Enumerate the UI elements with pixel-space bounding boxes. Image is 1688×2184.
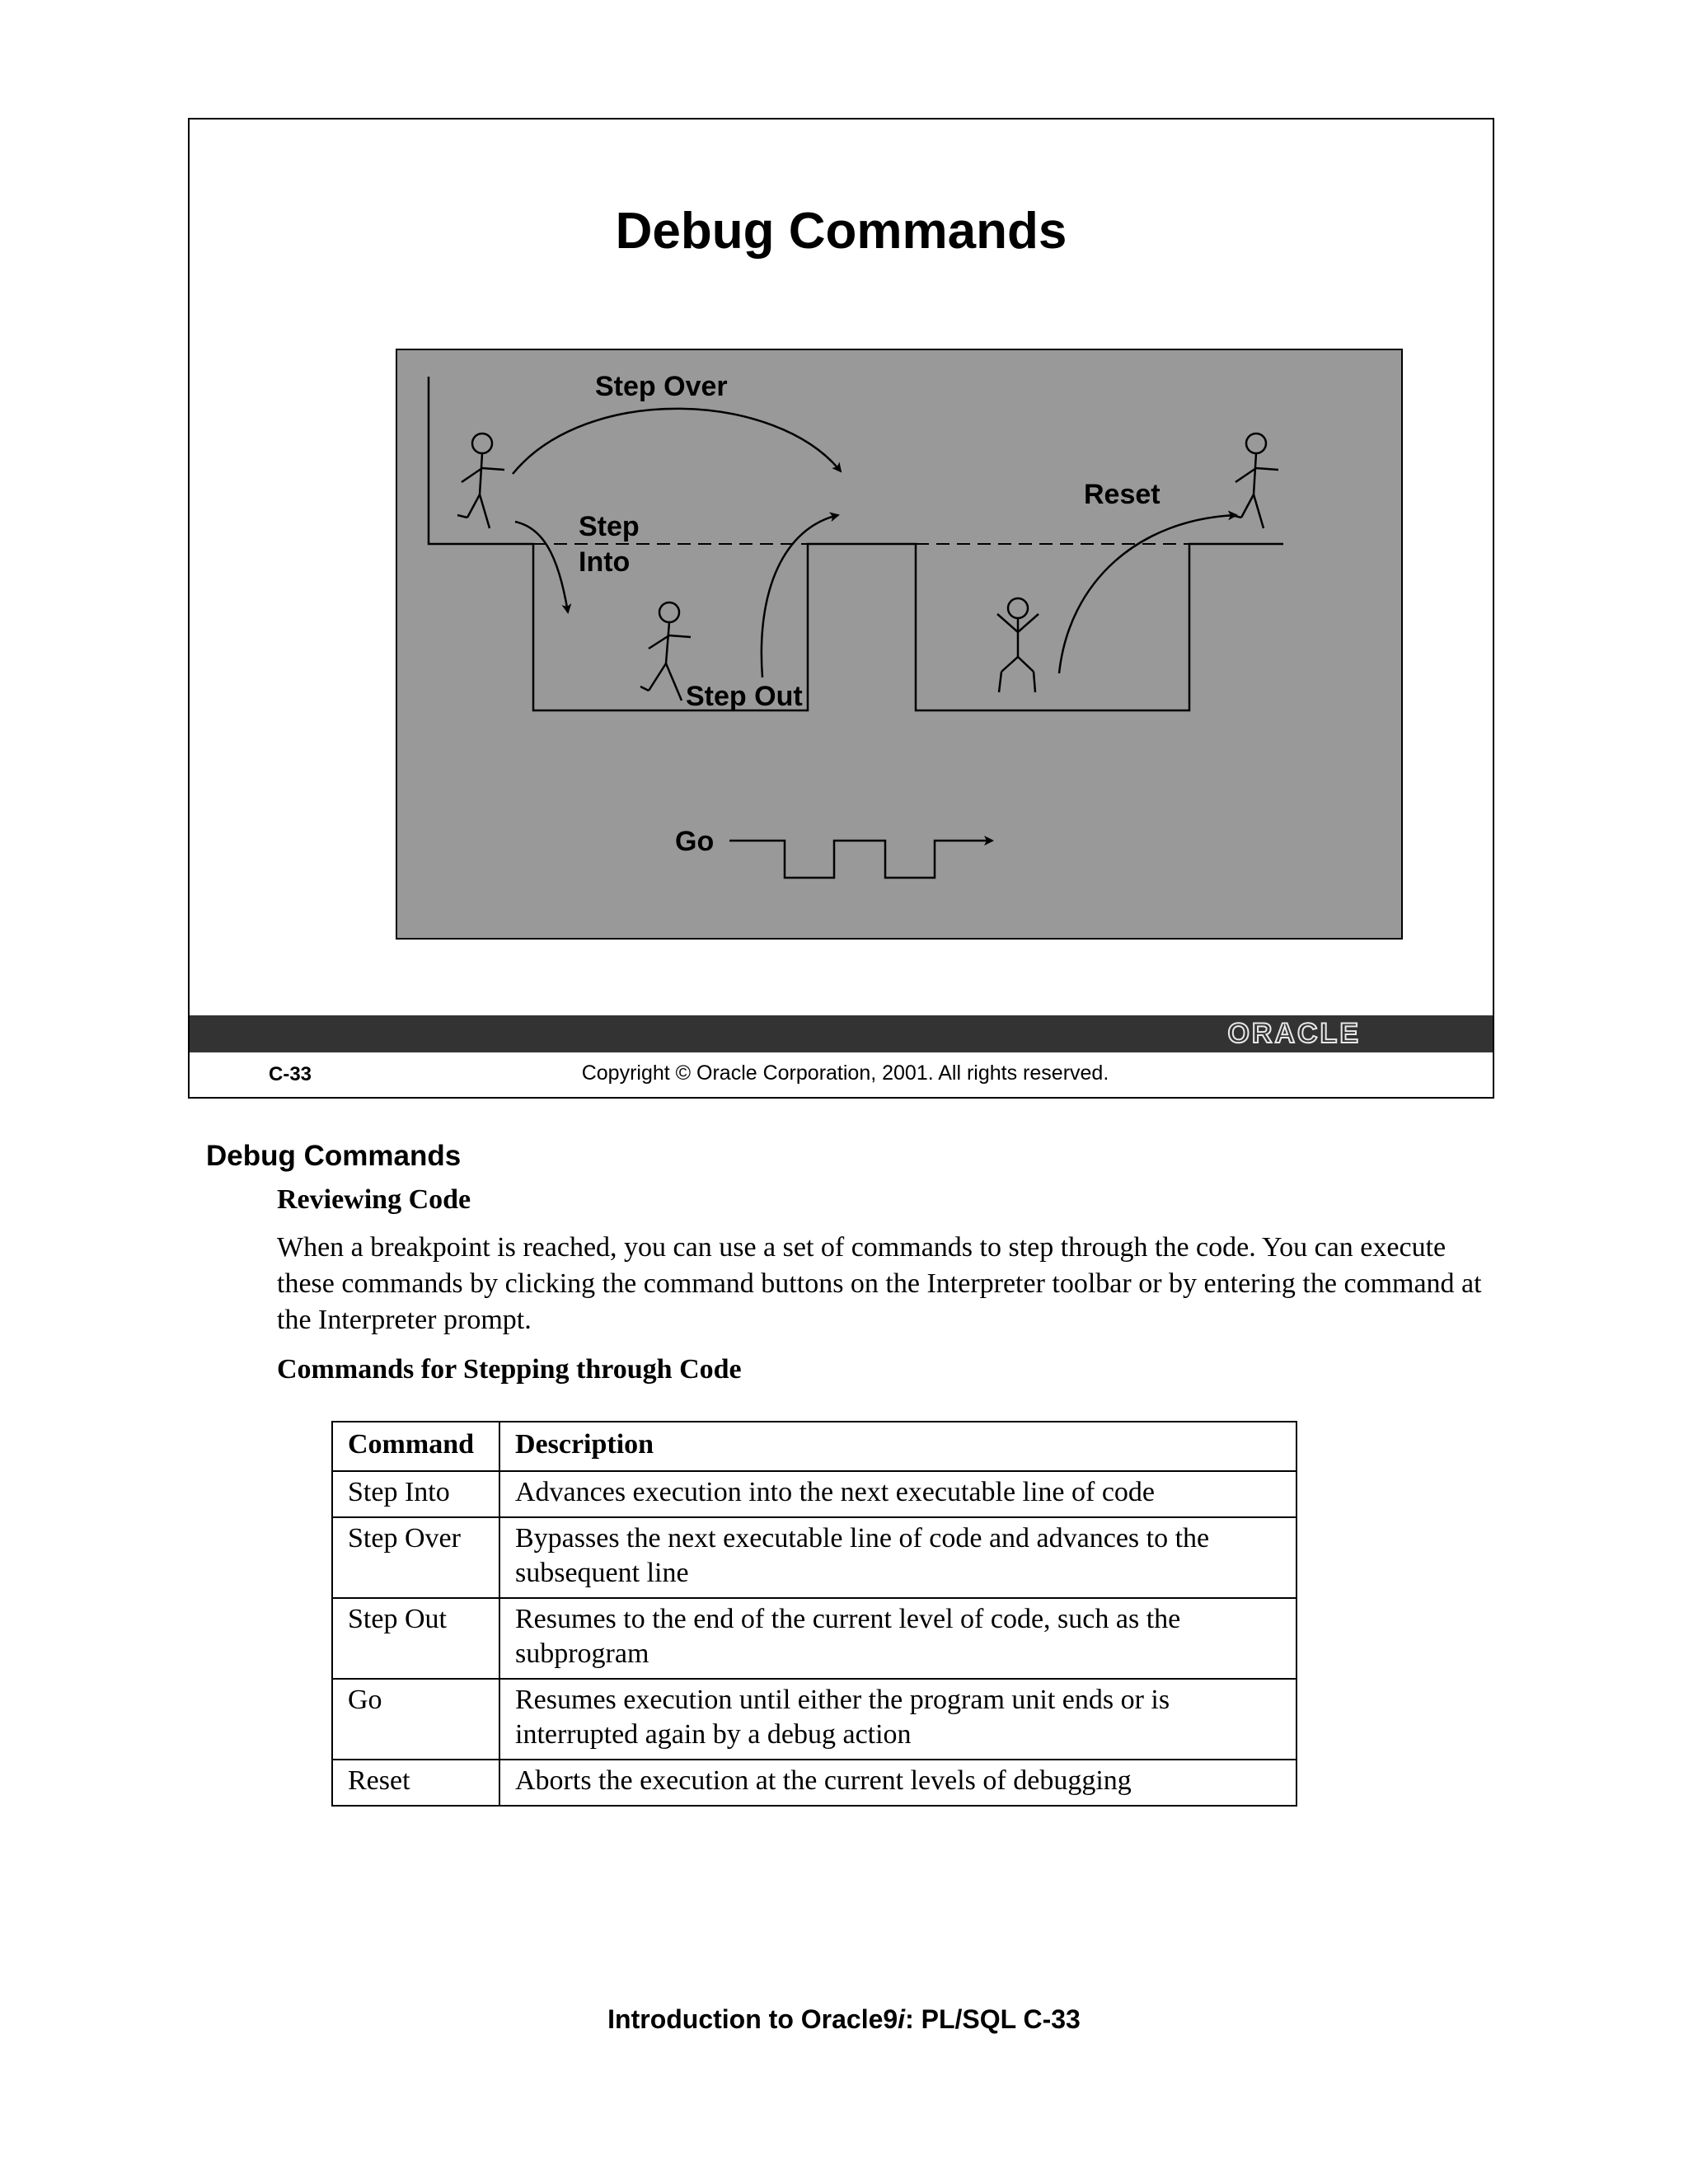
page-footer: [0, 2004, 1688, 2035]
footer-italic: i: [898, 2004, 906, 2034]
label-step-into-1: Step: [579, 511, 640, 542]
footer-suffix: : PL/SQL C-33: [905, 2004, 1081, 2034]
table-cell-command: Step Over: [332, 1517, 499, 1598]
table-cell-command: Step Into: [332, 1471, 499, 1517]
step-out-arrow: [762, 515, 838, 677]
table-cell-description: Aborts the execution at the current levels of debugging: [499, 1760, 1296, 1806]
table-cell-description: Bypasses the next executable line of code and advances to the subsequent line: [499, 1517, 1296, 1598]
table-cell-description: Resumes execution until either the program unit ends or is interrupted again by a debug action: [499, 1679, 1296, 1760]
step-into-arrow: [515, 522, 568, 612]
table-cell-description: Resumes to the end of the current level of code, such as the subprogram: [499, 1598, 1296, 1679]
table-cell-description: Advances execution into the next executable line of code: [499, 1471, 1296, 1517]
stick-figure-end: [1231, 434, 1278, 528]
stick-figure-start: [457, 434, 504, 528]
section-title: Debug Commands: [206, 1140, 462, 1172]
table-row: [332, 1760, 1296, 1806]
go-arrow: [729, 841, 992, 878]
label-step-out: Step Out: [686, 681, 803, 712]
label-reset: Reset: [1084, 479, 1160, 510]
copyright-text: Copyright © Oracle Corporation, 2001. All rights reserved.: [581, 1062, 1109, 1085]
debug-diagram-svg: [397, 350, 1401, 938]
stick-figure-reset-pit: [997, 598, 1039, 692]
table-cell-command: Step Out: [332, 1598, 499, 1679]
step-over-arrow: [513, 409, 841, 474]
subheading-reviewing-code: Reviewing Code: [277, 1184, 471, 1215]
footer-prefix: Introduction to Oracle9: [607, 2004, 898, 2034]
label-step-into-2: Into: [579, 546, 631, 578]
table-row: [332, 1471, 1296, 1517]
table-cell-command: Go: [332, 1679, 499, 1760]
table-header-command: Command: [332, 1422, 499, 1471]
table-row: [332, 1679, 1296, 1760]
label-go: Go: [675, 826, 715, 857]
slide-number: C-33: [269, 1063, 312, 1085]
table-header-description: Description: [499, 1422, 1296, 1471]
slide-frame: [188, 118, 1494, 1099]
table-cell-command: Reset: [332, 1760, 499, 1806]
slide-footer-bar: [190, 1015, 1493, 1052]
body-paragraph: When a breakpoint is reached, you can use a set of commands to step through the code. You can execute these commands by clicking the command buttons on the Interpreter toolbar or by entering the command at the Interpreter prompt.: [277, 1232, 1482, 1335]
subheading-commands: Commands for Stepping through Code: [277, 1354, 742, 1385]
table-header-row: [332, 1422, 1296, 1471]
label-step-over: Step Over: [595, 371, 728, 402]
table-row: [332, 1598, 1296, 1679]
commands-table: [331, 1421, 1297, 1807]
debug-diagram: [396, 349, 1403, 940]
slide-title: Debug Commands: [615, 203, 1067, 260]
reset-arrow: [1059, 515, 1236, 673]
oracle-logo: ORACLE: [1227, 1018, 1361, 1049]
table-row: [332, 1517, 1296, 1598]
stick-figure-pit: [640, 602, 691, 701]
